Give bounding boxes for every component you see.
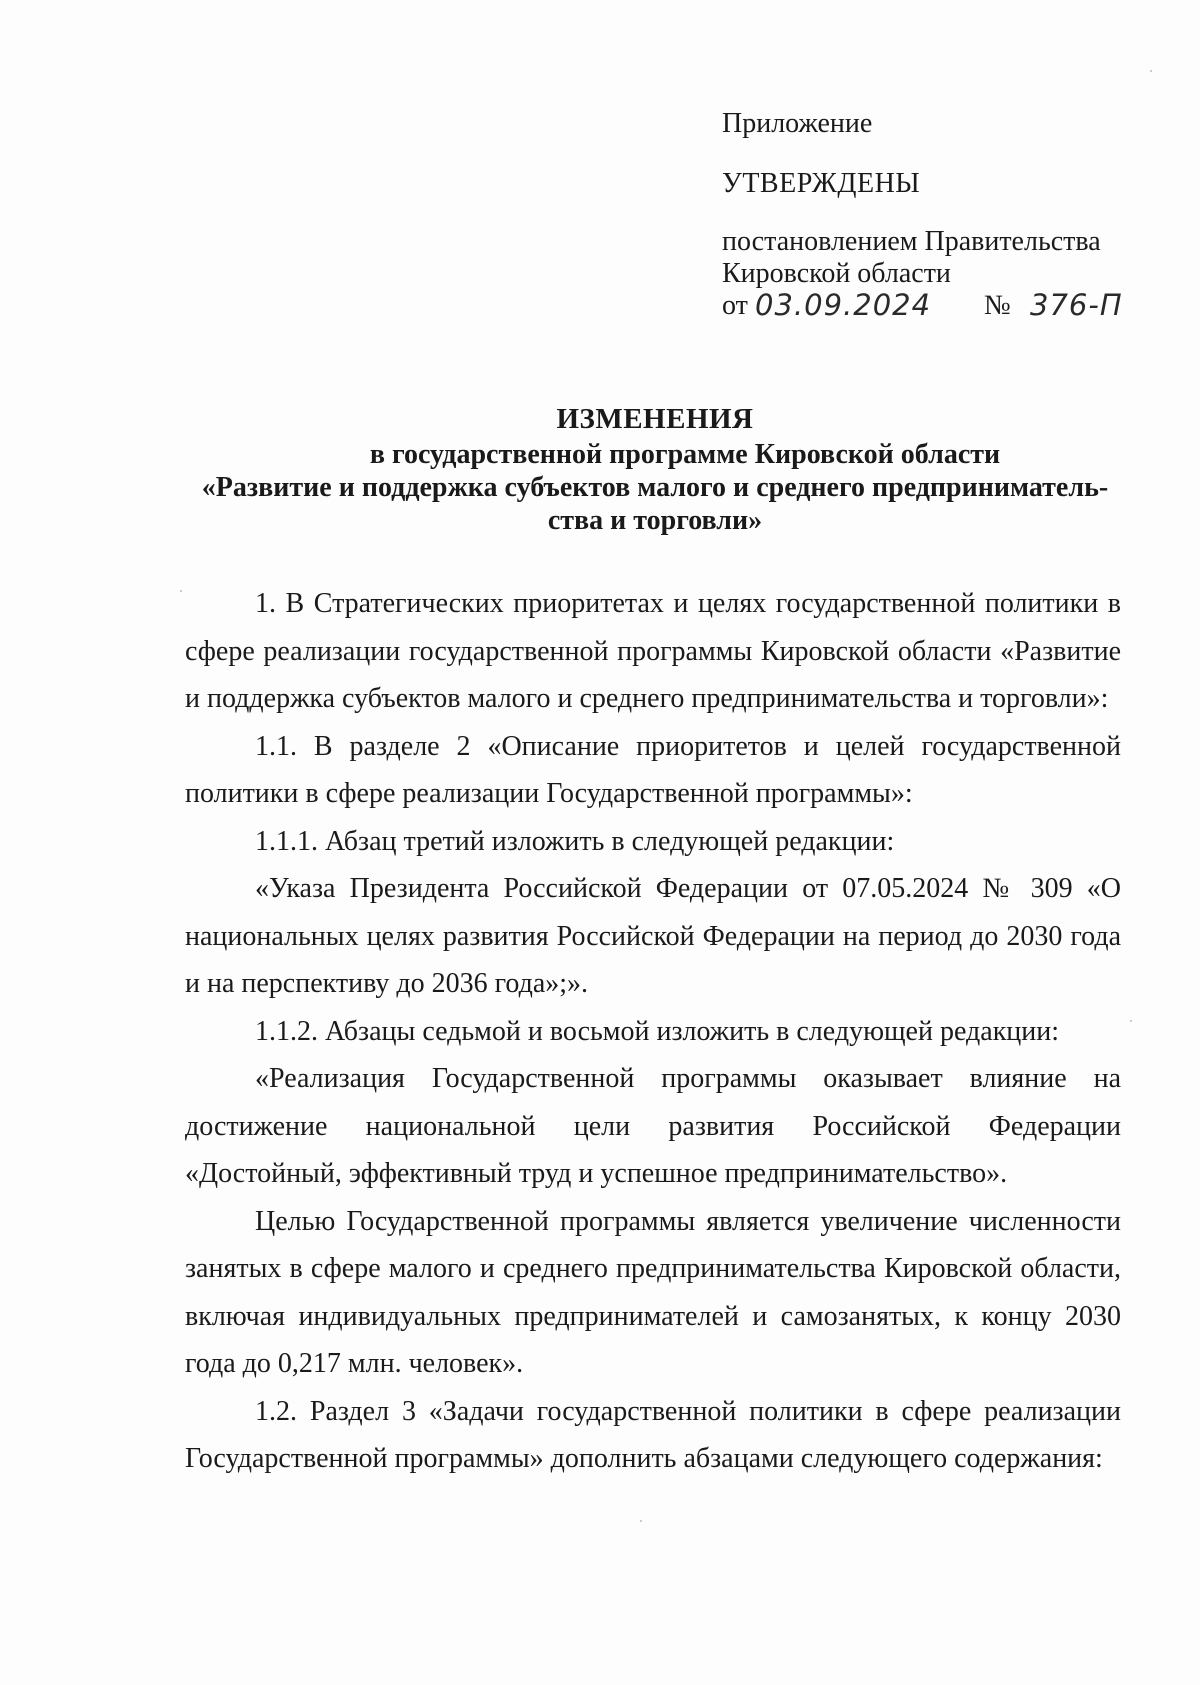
- scan-speck: [180, 590, 182, 592]
- title-line-name-2: ства и торговли»: [547, 505, 763, 536]
- paragraph-quote-decree: «Указа Президента Российской Федерации от 07.05.2024 № 309 «О национальных целях развития Российской Федерации на период до 2030 года и на перспективу до 2036 года»;».: [185, 873, 1121, 999]
- approval-block: [722, 108, 1162, 326]
- paragraph-1-1: 1.1. В разделе 2 «Описание приоритетов и целей государственной политики в сфере реализации Государственной программы»:: [185, 730, 1121, 809]
- scan-speck: [1150, 70, 1152, 72]
- appendix-label: Приложение: [722, 108, 873, 139]
- title-heading: ИЗМЕНЕНИЯ: [556, 403, 754, 435]
- document-body: [185, 580, 1121, 1483]
- title-line-program: в государственной программе Кировской области: [369, 439, 1001, 470]
- decree-line-1: постановлением Правительства: [722, 226, 1101, 257]
- scan-speck: [640, 1520, 642, 1522]
- date-label: от: [722, 290, 748, 321]
- handwritten-date: 03.09.2024: [755, 288, 932, 322]
- handwritten-number: 376-П: [1030, 288, 1123, 322]
- paragraph-quote-implementation: «Реализация Государственной программы оказывает влияние на достижение национальной цели развития Российской Федерации «Достойный, эффективный труд и успешное предпринимательство».: [185, 1063, 1121, 1189]
- paragraph-1-1-1: 1.1.1. Абзац третий изложить в следующей редакции:: [255, 825, 895, 857]
- paragraph-goal: Целью Государственной программы является увеличение численности занятых в сфере малого и среднего предпринимательства Кировской области, включая индивидуальных предпринимателей и самозанятых, к концу 2030 года до 0,217 млн. человек».: [185, 1205, 1121, 1379]
- paragraph-1: 1. В Стратегических приоритетах и целях государственной политики в сфере реализации государственной программы Кировской области «Развитие и поддержка субъектов малого и среднего предпринимательства и торговли»:: [185, 588, 1121, 714]
- decree-line-2: Кировской области: [722, 258, 951, 289]
- paragraph-1-1-2: 1.1.2. Абзацы седьмой и восьмой изложить в следующей редакции:: [255, 1015, 1060, 1047]
- scan-speck: [1130, 1020, 1132, 1022]
- approved-label: УТВЕРЖДЕНЫ: [722, 168, 921, 199]
- decree-date-number-row: [722, 290, 1162, 326]
- number-label: №: [984, 290, 1011, 321]
- document-title: [120, 403, 1190, 537]
- paragraph-1-2: 1.2. Раздел 3 «Задачи государственной политики в сфере реализации Государственной программы» дополнить абзацами следующего содержания:: [185, 1395, 1121, 1474]
- title-line-name-1: «Развитие и поддержка субъектов малого и среднего предприниматель-: [201, 472, 1109, 503]
